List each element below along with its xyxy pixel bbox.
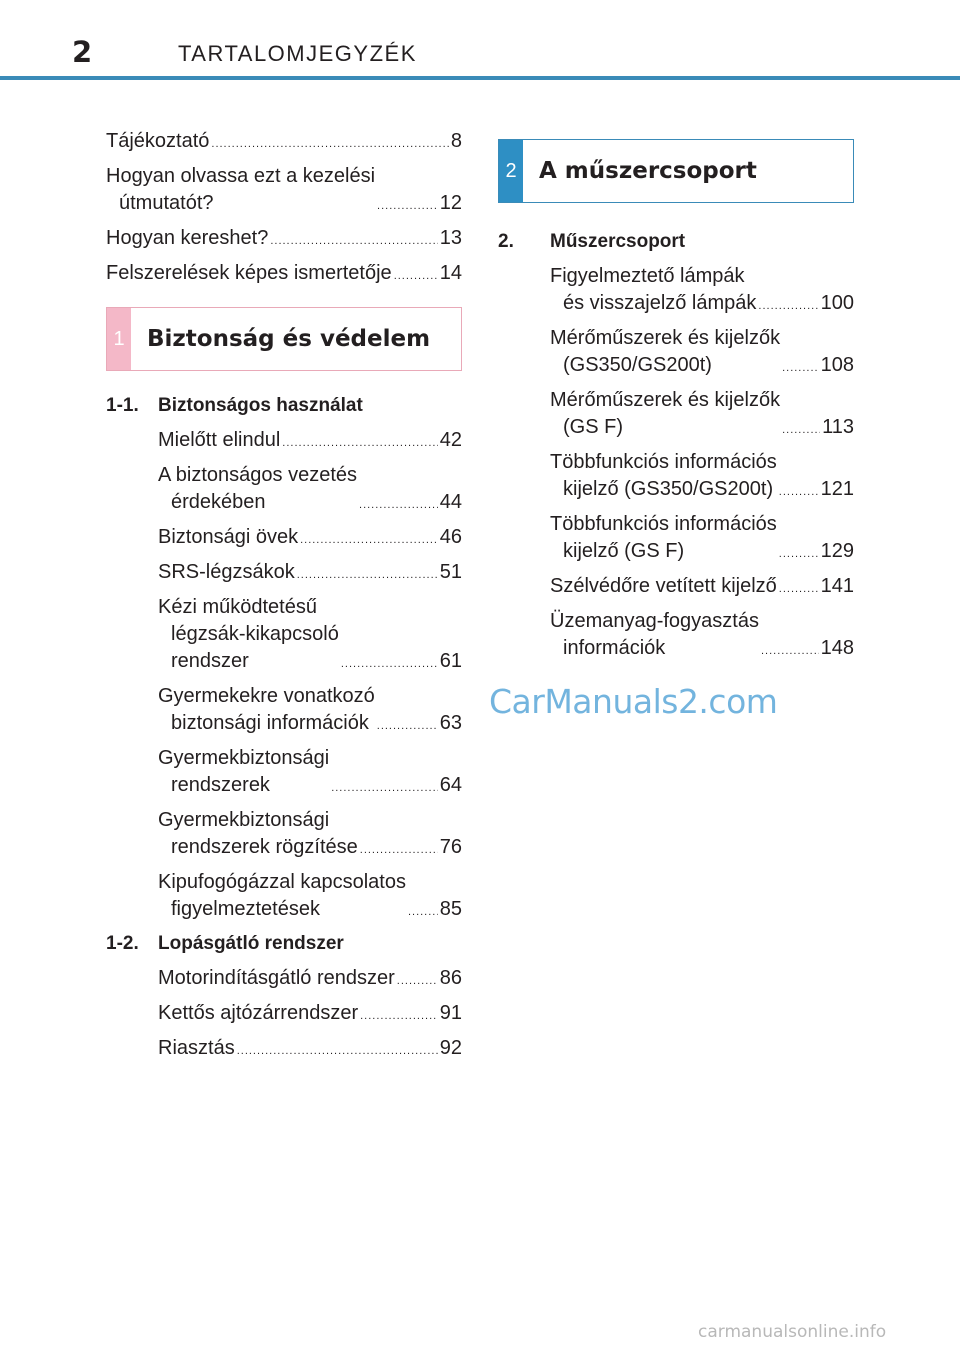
toc-entry[interactable] — [158, 524, 462, 551]
toc-entry[interactable] — [106, 260, 462, 287]
toc-leader-dots — [397, 976, 438, 987]
toc-entry-page: 63 — [439, 712, 462, 734]
toc-entry-page: 42 — [439, 429, 462, 451]
chapter-title: Műszercsoport — [550, 231, 686, 252]
toc-entry[interactable] — [550, 449, 854, 503]
toc-leader-dots — [300, 535, 438, 546]
toc-entry-title: Kettős ajtózárrendszer — [158, 1002, 359, 1024]
toc-entry[interactable] — [550, 325, 854, 379]
section-2-chapters — [498, 229, 854, 662]
toc-entry-page: 76 — [439, 836, 462, 858]
toc-entry[interactable] — [106, 225, 462, 252]
toc-entry-page: 121 — [820, 478, 854, 500]
toc-entry[interactable] — [550, 387, 854, 441]
chapter-heading[interactable] — [498, 229, 854, 255]
toc-leader-dots — [270, 236, 437, 247]
toc-entry[interactable] — [106, 128, 462, 155]
toc-leader-dots — [758, 301, 818, 312]
toc-leader-dots — [377, 721, 438, 732]
toc-entry-title: Motorindításgátló rendszer — [158, 967, 395, 989]
toc-entry-page: 13 — [439, 227, 462, 249]
toc-leader-dots — [782, 425, 820, 436]
toc-entry-title: A biztonságos vezetés érdekében — [158, 464, 358, 513]
toc-entry-page: 12 — [439, 192, 462, 214]
chapter-title: Biztonságos használat — [158, 395, 363, 416]
toc-entry[interactable] — [158, 559, 462, 586]
toc-entry[interactable] — [550, 573, 854, 600]
footer-watermark: carmanualsonline.info — [698, 1322, 887, 1342]
toc-entry-page: 61 — [439, 650, 462, 672]
left-column — [106, 128, 462, 1070]
toc-leader-dots — [297, 570, 438, 581]
page-number: 2 — [72, 35, 93, 69]
chapter-entries — [106, 427, 462, 923]
toc-entry-title: Mérőműszerek és kijelzők (GS F) — [550, 389, 781, 438]
section-2-number: 2 — [499, 140, 523, 202]
chapter-number: 1-1. — [106, 395, 139, 416]
toc-entry[interactable] — [158, 427, 462, 454]
toc-entry-page: 108 — [820, 354, 854, 376]
chapter-entries — [498, 263, 854, 662]
chapter-heading[interactable] — [106, 393, 462, 419]
toc-entry-title: Tájékoztató — [106, 130, 210, 152]
header-rule — [0, 76, 960, 80]
toc-entry[interactable] — [550, 511, 854, 565]
toc-leader-dots — [779, 549, 819, 560]
toc-entry-title: Többfunkciós információs kijelző (GS350/GS200t) — [550, 451, 777, 500]
toc-leader-dots — [782, 363, 819, 374]
toc-leader-dots — [377, 201, 438, 212]
toc-entry-page: 44 — [439, 491, 462, 513]
right-column — [498, 139, 854, 670]
watermark-logo: CarManuals2.com — [489, 682, 778, 721]
toc-entry-title: Gyermekbiztonsági rendszerek — [158, 747, 330, 796]
toc-entry[interactable] — [158, 807, 462, 861]
toc-entry[interactable] — [550, 608, 854, 662]
toc-entry-page: 85 — [439, 898, 462, 920]
toc-leader-dots — [282, 438, 437, 449]
toc-entry-title: Gyermekekre vonatkozó biztonsági információk — [158, 685, 375, 734]
chapter-number: 2. — [498, 231, 514, 252]
chapter-number: 1-2. — [106, 933, 139, 954]
toc-entry-page: 64 — [439, 774, 462, 796]
toc-entry-page: 100 — [820, 292, 854, 314]
toc-entry-title: Mérőműszerek és kijelzők (GS350/GS200t) — [550, 327, 781, 376]
section-1-number: 1 — [107, 308, 131, 370]
chapter-title: Lopásgátló rendszer — [158, 933, 344, 954]
toc-entry[interactable] — [158, 745, 462, 799]
toc-entry-title: SRS-légzsákok — [158, 561, 295, 583]
toc-entry-page: 51 — [439, 561, 462, 583]
toc-entry-page: 14 — [439, 262, 462, 284]
toc-entry-title: Szélvédőre vetített kijelző — [550, 575, 777, 597]
toc-entry-title: Figyelmeztető lámpák és visszajelző lámpák — [550, 265, 757, 314]
toc-entry-page: 86 — [439, 967, 462, 989]
section-1-title: Biztonság és védelem — [147, 326, 431, 352]
toc-entry[interactable] — [158, 1035, 462, 1062]
toc-leader-dots — [394, 271, 438, 282]
intro-list — [106, 128, 462, 287]
section-1-box[interactable] — [106, 307, 462, 371]
toc-entry-page: 46 — [439, 526, 462, 548]
toc-entry-page: 92 — [439, 1037, 462, 1059]
toc-leader-dots — [341, 659, 438, 670]
toc-entry-title: Gyermekbiztonsági rendszerek rögzítése — [158, 809, 358, 858]
toc-leader-dots — [360, 845, 438, 856]
toc-entry-title: Felszerelések képes ismertetője — [106, 262, 392, 284]
toc-leader-dots — [359, 500, 438, 511]
section-1-chapters — [106, 393, 462, 1062]
toc-entry[interactable] — [158, 594, 462, 675]
toc-entry[interactable] — [158, 1000, 462, 1027]
toc-leader-dots — [761, 646, 819, 657]
toc-entry-page: 129 — [820, 540, 854, 562]
toc-entry-title: Riasztás — [158, 1037, 235, 1059]
toc-leader-dots — [779, 487, 819, 498]
toc-entry-page: 8 — [450, 130, 462, 152]
toc-entry-page: 113 — [822, 416, 854, 438]
toc-leader-dots — [779, 584, 819, 595]
toc-entry[interactable] — [158, 965, 462, 992]
toc-entry-title: Többfunkciós információs kijelző (GS F) — [550, 513, 777, 562]
toc-leader-dots — [331, 783, 438, 794]
toc-leader-dots — [237, 1046, 438, 1057]
page-header — [0, 0, 960, 80]
toc-entry-title: Biztonsági övek — [158, 526, 299, 548]
toc-entry[interactable] — [158, 462, 462, 516]
chapter-entries — [106, 965, 462, 1062]
toc-entry-title: Hogyan olvassa ezt a kezelési útmutatót? — [106, 165, 376, 214]
toc-entry-title: Hogyan kereshet? — [106, 227, 269, 249]
toc-entry-page: 148 — [820, 637, 854, 659]
toc-entry-title: Mielőtt elindul — [158, 429, 281, 451]
toc-leader-dots — [360, 1011, 438, 1022]
toc-entry[interactable] — [550, 263, 854, 317]
toc-entry-page: 91 — [439, 1002, 462, 1024]
toc-entry-page: 141 — [820, 575, 854, 597]
section-2-box[interactable] — [498, 139, 854, 203]
toc-entry-title: Kipufogógázzal kapcsolatos figyelmeztetések — [158, 871, 406, 920]
toc-leader-dots — [408, 907, 438, 918]
header-title: TARTALOMJEGYZÉK — [178, 41, 417, 66]
toc-entry-title: Üzemanyag-fogyasztás információk — [550, 610, 759, 659]
section-2-title: A műszercsoport — [539, 158, 757, 184]
toc-entry[interactable] — [158, 869, 462, 923]
toc-entry[interactable] — [106, 163, 462, 217]
toc-leader-dots — [211, 139, 448, 150]
toc-entry-title: Kézi működtetésű légzsák-kikapcsoló rendszer — [158, 596, 339, 672]
chapter-heading[interactable] — [106, 931, 462, 957]
toc-entry[interactable] — [158, 683, 462, 737]
